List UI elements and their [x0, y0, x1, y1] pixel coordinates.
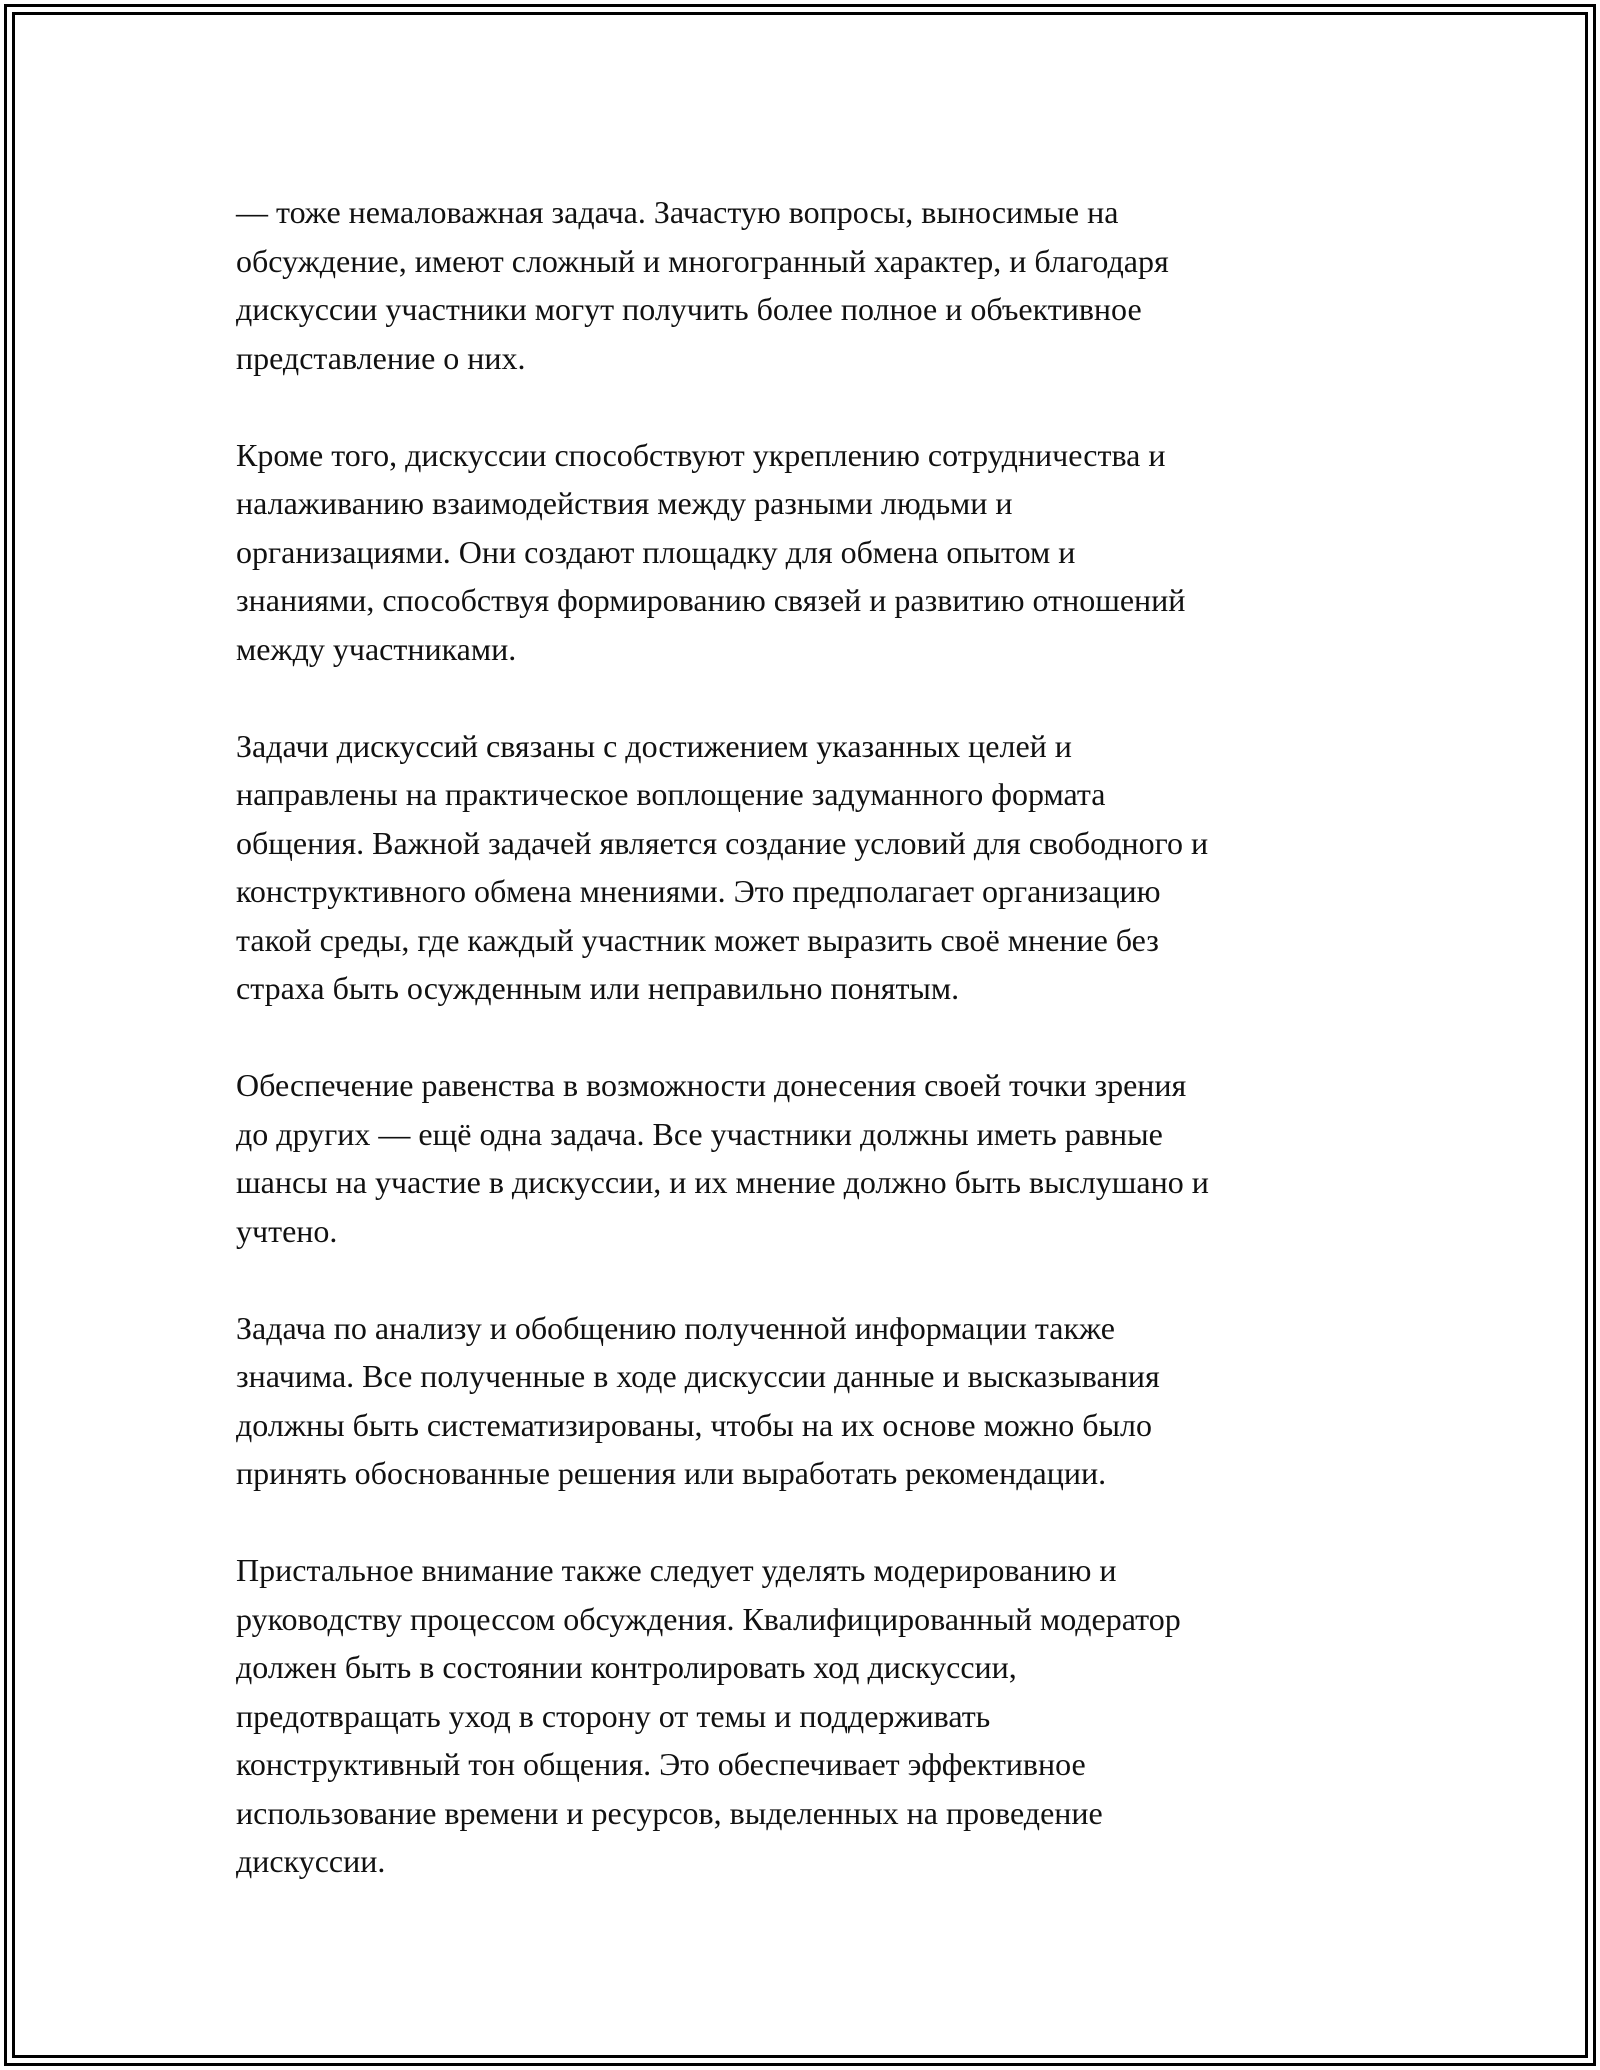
paragraph: Задачи дискуссий связаны с достижением указанных целей и направлены на практическое воплощение задуманного формата общения. Важной задачей является создание условий для свободного и конструктивного обмена мнениями. Это предполагает организацию такой среды, где каждый участник может выразить своё мнение без страха быть осужденным или неправильно понятым. — [236, 727, 1209, 1006]
paragraph: — тоже немаловажная задача. Зачастую вопросы, выносимые на обсуждение, имеют сложный и многогранный характер, и благодаря дискуссии участники могут получить более полное и объективное представление о них. — [236, 194, 1169, 376]
paragraph: Кроме того, дискуссии способствуют укреплению сотрудничества и налаживанию взаимодействия между разными людьми и организациями. Они создают площадку для обмена опытом и знаниями, способствуя формированию связей и развитию отношений между участниками. — [236, 436, 1186, 667]
paragraph: Задача по анализу и обобщению полученной информации также значима. Все полученные в ходе дискуссии данные и высказывания должны быть систематизированы, чтобы на их основе можно было принять обоснованные решения или выработать рекомендации. — [236, 1309, 1160, 1491]
document-body — [236, 188, 1366, 1886]
paragraph: Обеспечение равенства в возможности донесения своей точки зрения до других — ещё одна задача. Все участники должны иметь равные шансы на участие в дискуссии, и их мнение должно быть выслушано и учтено. — [236, 1067, 1209, 1249]
paragraph: Пристальное внимание также следует уделять модерированию и руководству процессом обсуждения. Квалифицированный модератор должен быть в состоянии контролировать ход дискуссии, предотвращать уход в сторону от темы и поддерживать конструктивный тон общения. Это обеспечивает эффективное использование времени и ресурсов, выделенных на проведение дискуссии. — [236, 1552, 1181, 1879]
